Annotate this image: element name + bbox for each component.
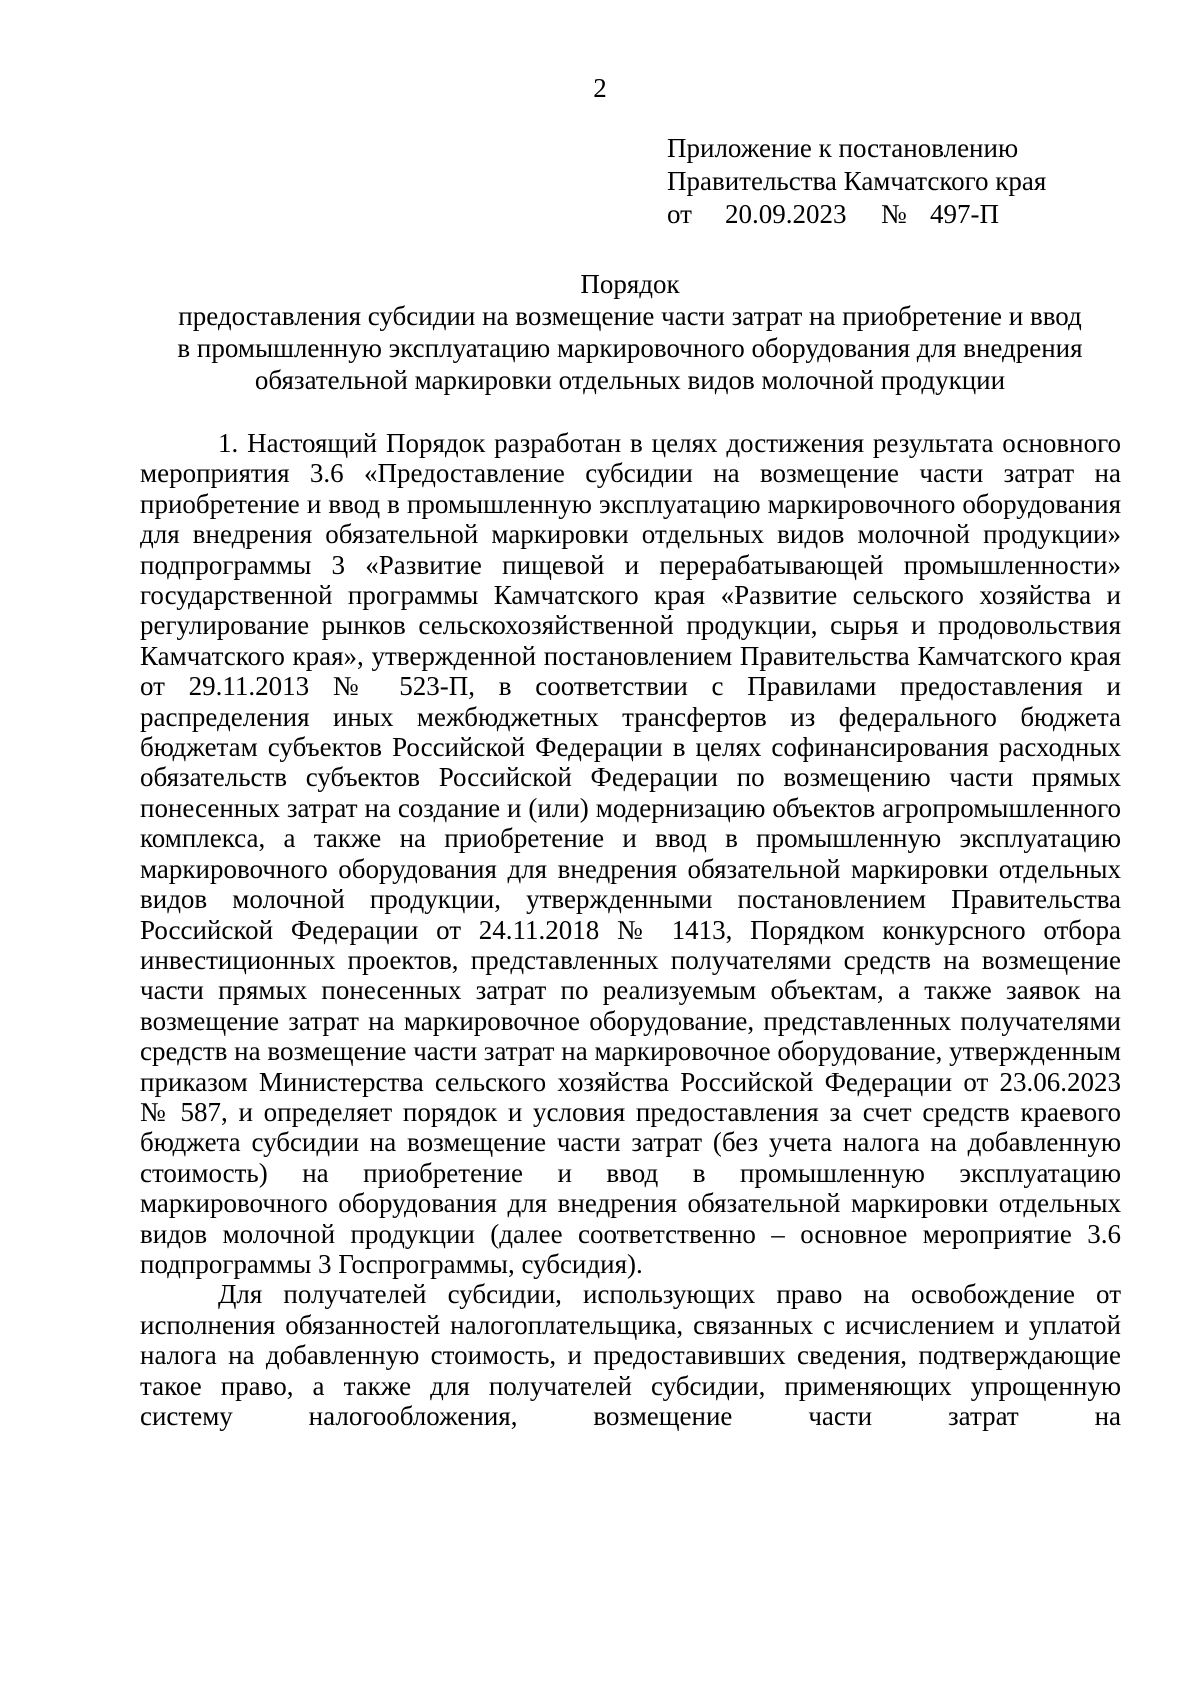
- document-title: Порядок: [580, 269, 680, 299]
- paragraph-1: 1. Настоящий Порядок разработан в целях достижения результата основного мероприятия 3.6 «Предоставление субсидии на возмещение части затрат на приобретение и ввод в промышленную эксплуатацию маркировочного оборудования для внедрения обязательной маркировки отдельных видов молочной продукции» подпрограммы 3 «Развитие пищевой и перерабатывающей промышленности» государственной программы Камчатского края «Развитие сельского хозяйства и регулирование рынков сельскохозяйственной продукции, сырья и продовольствия Камчатского края», утвержденной постановлением Правительства Камчатского края от 29.11.2013 № 523-П, в соответствии с Правилами предоставления и распределения иных межбюджетных трансфертов из федерального бюджета бюджетам субъектов Российской Федерации в целях софинансирования расходных обязательств субъектов Российской Федерации по возмещению части прямых понесенных затрат на создание и (или) модернизацию объектов агропромышленного комплекса, а также на приобретение и ввод в промышленную эксплуатацию маркировочного оборудования для внедрения обязательной маркировки отдельных видов молочной продукции, утвержденными постановлением Правительства Российской Федерации от 24.11.2018 № 1413, Порядком конкурсного отбора инвестиционных проектов, представленных получателями средств на возмещение части прямых понесенных затрат по реализуемым объектам, а также заявок на возмещение затрат на маркировочное оборудование, представленных получателями средств на возмещение части затрат на маркировочное оборудование, утвержденным приказом Министерства сельского хозяйства Российской Федерации от 23.06.2023 № 587, и определяет порядок и условия предоставления за счет средств краевого бюджета субсидии на возмещение части затрат (без учета налога на добавленную стоимость) на приобретение и ввод в промышленную эксплуатацию маркировочного оборудования для внедрения обязательной маркировки отдельных видов молочной продукции (далее соответственно – основное мероприятие 3.6 подпрограммы 3 Госпрограммы, субсидия).: [140, 428, 1121, 1279]
- appendix-date: 20.09.2023: [725, 199, 847, 229]
- paragraph-2: Для получателей субсидии, использующих право на освобождение от исполнения обязанностей налогоплательщика, связанных с исчислением и уплатой налога на добавленную стоимость, и предоставивших сведения, подтверждающие такое право, а также для получателей субсидии, применяющих упрощенную систему налогообложения, возмещение части затрат на: [140, 1279, 1121, 1431]
- document-subtitle-line-2: в промышленную эксплуатацию маркировочного оборудования для внедрения: [177, 333, 1083, 363]
- appendix-line-2: Правительства Камчатского края: [667, 166, 1047, 196]
- appendix-number-sign: №: [881, 199, 907, 229]
- appendix-line-1: Приложение к постановлению: [667, 133, 1019, 163]
- document-subtitle-line-3: обязательной маркировки отдельных видов молочной продукции: [254, 365, 1006, 395]
- document-subtitle-line-1: предоставления субсидии на возмещение части затрат на приобретение и ввод: [178, 301, 1082, 331]
- document-title-block: [140, 268, 1120, 396]
- appendix-date-prefix: от: [667, 199, 692, 229]
- appendix-number: 497-П: [930, 199, 999, 229]
- document-body: [140, 428, 1121, 1431]
- appendix-date-line: [667, 198, 1107, 231]
- page-number: 2: [593, 73, 607, 103]
- appendix-block: [667, 132, 1107, 231]
